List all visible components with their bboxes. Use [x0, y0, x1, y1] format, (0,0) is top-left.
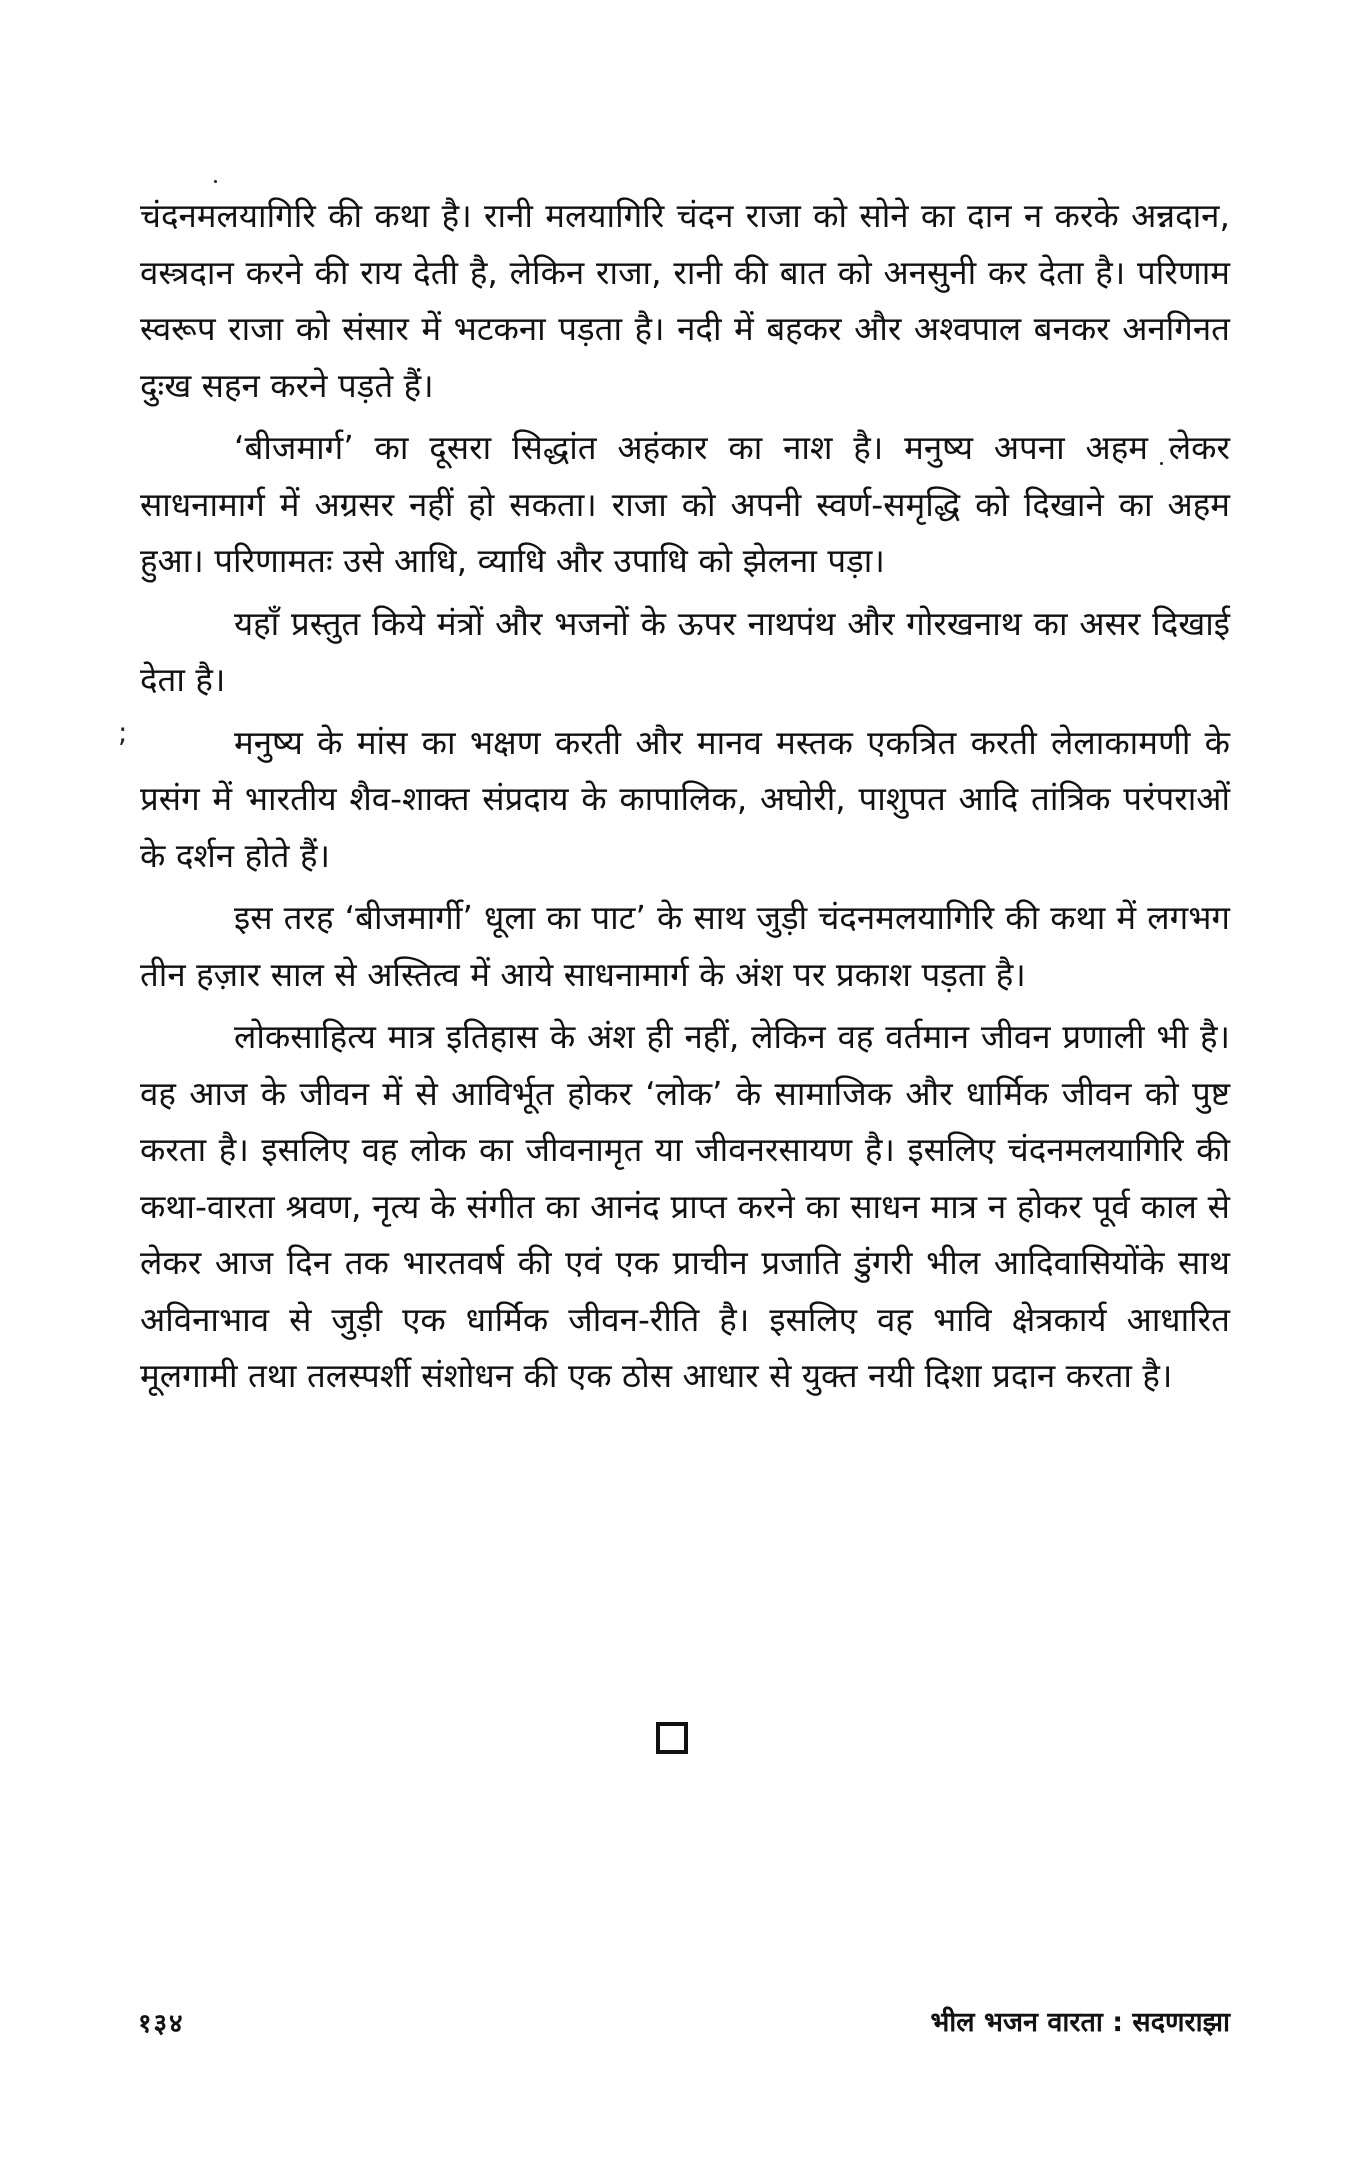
- paragraph-6: लोकसाहित्य मात्र इतिहास के अंश ही नहीं, लेकिन वह वर्तमान जीवन प्रणाली भी है। वह आज के जीवन में से आविर्भूत होकर ‘लोक’ के सामाजिक और धार्मिक जीवन को पुष्ट करता है। इसलिए वह लोक का जीवनामृत या जीवनरसायण है। इसलिए चंदनमलयागिरि की कथा-वारता श्रवण, नृत्य के संगीत का आनंद प्राप्त करने का साधन मात्र न होकर पूर्व काल से लेकर आज दिन तक भारतवर्ष की एवं एक प्राचीन प्रजाति डुंगरी भील आदिवासियोंके साथ अविनाभाव से जुड़ी एक धार्मिक जीवन-रीति है। इसलिए वह भावि क्षेत्रकार्य आधारित मूलगामी तथा तलस्पर्शी संशोधन की एक ठोस आधार से युक्त नयी दिशा प्रदान करता है।: [140, 1017, 1230, 1395]
- page-number: १३४: [138, 2009, 185, 2039]
- paragraph-1: चंदनमलयागिरि की कथा है। रानी मलयागिरि चंदन राजा को सोने का दान न करके अन्नदान, वस्त्रदान करने की राय देती है, लेकिन राजा, रानी की बात को अनसुनी कर देता है। परिणाम स्वरूप राजा को संसार में भटकना पड़ता है। नदी में बहकर और अश्वपाल बनकर अनगिनत दुःख सहन करने पड़ते हैं।: [140, 196, 1230, 405]
- body-text: [140, 188, 1230, 1411]
- section-end-square-icon: [656, 1722, 688, 1754]
- paragraph-2: ‘बीजमार्ग’ का दूसरा सिद्धांत अहंकार का नाश है। मनुष्य अपना अहम लेकर साधनामार्ग में अग्रसर नहीं हो सकता। राजा को अपनी स्वर्ण-समृद्धि को दिखाने का अहम हुआ। परिणामतः उसे आधि, व्याधि और उपाधि को झेलना पड़ा।: [140, 428, 1230, 580]
- paragraph-5: इस तरह ‘बीजमार्गी’ धूला का पाट’ के साथ जुड़ी चंदनमलयागिरि की कथा में लगभग तीन हज़ार साल से अस्तित्व में आये साधनामार्ग के अंश पर प्रकाश पड़ता है।: [140, 898, 1230, 994]
- paragraph-3: यहाँ प्रस्तुत किये मंत्रों और भजनों के ऊपर नाथपंथ और गोरखनाथ का असर दिखाई देता है।: [140, 603, 1230, 699]
- margin-mark: ;: [118, 716, 128, 749]
- running-footer-title: भील भजन वारता : सदणराझा: [930, 2007, 1230, 2038]
- paragraph-4: मनुष्य के मांस का भक्षण करती और मानव मस्तक एकत्रित करती लेलाकामणी के प्रसंग में भारतीय शैव-शाक्त संप्रदाय के कापालिक, अघोरी, पाशुपत आदि तांत्रिक परंपराओं के दर्शन होते हैं।: [140, 722, 1230, 875]
- scan-speck: [214, 180, 217, 183]
